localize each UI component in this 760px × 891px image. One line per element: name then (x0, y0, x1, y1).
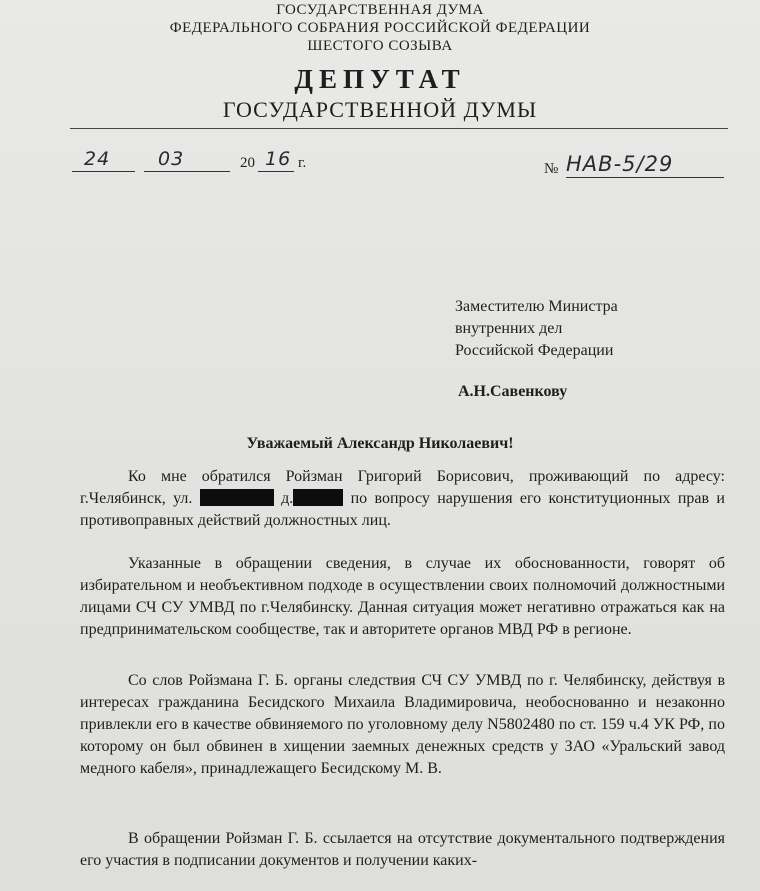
addressee-line-2: внутренних дел (455, 320, 563, 337)
salutation: Уважаемый Александр Николаевич! (246, 435, 514, 452)
addressee-name: А.Н.Савенкову (458, 383, 568, 400)
date-year-label: г. (298, 155, 307, 171)
letterhead-subtitle: ГОСУДАРСТВЕННОЙ ДУМЫ (222, 97, 538, 122)
paragraph-2: Указанные в обращении сведения, в случае их обоснованности, говорят об избирательном и необъективном подходе в осуществлении своих полномочий должностными лицами СЧ СУ УМВД по г.Челябинску. Данная ситуация может негативно отражаться как на предпринимательском сообществе, так и авторитете органов МВД РФ в регионе. (80, 555, 725, 638)
paragraph-1-start: Ко мне обратился Ройзман Григорий Борисович, проживающий по адресу: г.Челябинск, ул. (80, 468, 725, 507)
header-duma: ГОСУДАРСТВЕННАЯ ДУМА (276, 2, 484, 18)
redacted-house-number (293, 489, 343, 506)
letterhead-title: ДЕПУТАТ (294, 64, 466, 94)
paragraph-1 (80, 466, 725, 532)
date-year-suffix: 16 (265, 148, 292, 170)
document-number: НАВ-5/29 (566, 152, 674, 176)
paragraph-1-end: по вопросу нарушения его конституционных прав и противоправных действий должностных лиц. (80, 490, 725, 529)
header-convocation: ШЕСТОГО СОЗЫВА (307, 38, 453, 54)
date-year-prefix: 20 (240, 155, 255, 171)
paragraph-4: В обращении Ройзман Г. Б. ссылается на отсутствие документального подтверждения его участия в подписании документов и получении каких- (80, 830, 725, 869)
addressee-line-1: Заместителю Министра (455, 298, 618, 315)
date-day: 24 (84, 148, 111, 170)
letterhead-rule (70, 128, 728, 129)
number-label: № (544, 161, 559, 177)
date-year-line (258, 171, 294, 172)
date-month: 03 (158, 148, 185, 170)
redacted-street (200, 489, 274, 506)
header-assembly: ФЕДЕРАЛЬНОГО СОБРАНИЯ РОССИЙСКОЙ ФЕДЕРАЦИИ (169, 20, 591, 36)
addressee-block (455, 296, 618, 362)
addressee-line-3: Российской Федерации (455, 342, 614, 359)
paragraph-1-house: д. (281, 490, 294, 507)
paragraph-3: Со слов Ройзмана Г. Б. органы следствия СЧ СУ УМВД по г. Челябинску, действуя в интересах гражданина Бесидского Михаила Владимировича, необоснованно и незаконно привлекли его в качестве обвиняемого по уголовному делу N5802480 по ст. 159 ч.4 УК РФ, по которому он был обвинен в хищении заемных денежных средств у ЗАО «Уральский завод медного кабеля», принадлежащего Бесидскому М. В. (80, 672, 725, 777)
number-line (566, 177, 724, 178)
date-day-line (72, 171, 135, 172)
date-month-line (144, 171, 230, 172)
